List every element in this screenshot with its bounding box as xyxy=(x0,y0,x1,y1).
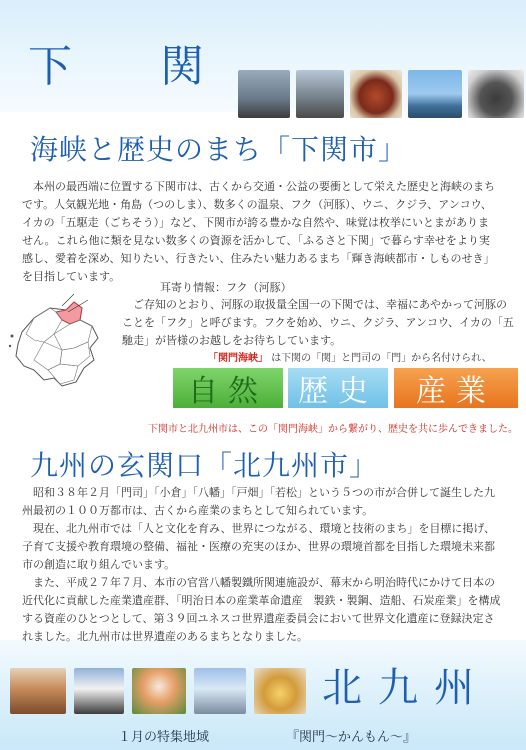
section1-line: せん。これら他に類を見ない数多くの資源を活かして、「ふるさと下関」で暮らす幸せをより実 xyxy=(22,234,490,247)
footer-region: 『関門～かんもん～』 xyxy=(286,730,417,745)
kanmon-text: は下関の「関」と門司の「門」から名付けられ、 xyxy=(271,353,492,364)
section2-line: また、平成２７年７月、本市の官営八幡製鐵所関連施設が、幕末から明治時代にかけて日本の xyxy=(33,576,495,589)
section2-line: 現在、北九州市では「人と文化を育み、世界につながる、環境と技術のまち」を目標に掲げ、 xyxy=(33,522,495,535)
note-text xyxy=(122,296,522,350)
section2-line: する資産のひとつとして、第３９回ユネスコ世界遺産委員会において世界文化遺産に登録決定さ xyxy=(22,612,495,625)
section2-line: 市の創造に取り組んでいます。 xyxy=(22,558,176,571)
industry-box: 産業 xyxy=(394,368,518,408)
statue-photo-icon xyxy=(238,70,290,118)
kyushu-map-icon xyxy=(4,290,112,390)
section2-line: 近代化に貢献した産業遺産群、「明治日本の産業革命遺産 製鉄・製鋼、造船、石炭産業」を構成 xyxy=(22,594,501,607)
section2-text xyxy=(22,484,522,646)
section1-line: 感し、愛着を深め、知りたい、行きたい、住みたい魅力あるまち「輝き海峡都市・しものせき」 xyxy=(22,252,495,265)
note-line: 馳走」が皆様のお越しをお待ちしています。 xyxy=(122,334,342,347)
note-title: 耳寄り情報：フク（河豚） xyxy=(160,281,292,294)
section1-line: 本州の最西端に位置する下関市は、古くから交通・公益の要衝として栄えた歴史と海峡のまち xyxy=(33,180,495,193)
history-box: 歴史 xyxy=(288,368,388,408)
samurai-statue-photo-icon xyxy=(296,70,344,118)
footer-label: １月の特集地域 xyxy=(118,730,210,745)
fugu-dish-photo-icon xyxy=(350,70,402,118)
note-line: ことを「フク」と呼びます。フクを始め、ウニ、クジラ、アンコウ、イカの「五 xyxy=(122,316,514,329)
food-photo-icon xyxy=(132,668,186,714)
bridge-photo-icon xyxy=(408,70,462,118)
kanmon-term: 「関門海峡」 xyxy=(208,353,268,364)
dessert-photo-icon xyxy=(254,668,306,714)
top-photo-strip xyxy=(238,70,524,118)
section1-text xyxy=(22,178,522,286)
section2-line: 州最初の１００万都市は、古くから産業のまちとして知られています。 xyxy=(22,504,374,517)
section1-line: です。人気観光地・角島（つのしま）、数多くの温泉、フク（河豚）、ウニ、クジラ、アンコウ、 xyxy=(22,198,492,211)
section1-line: を目指しています。 xyxy=(22,270,121,283)
kanmon-intro xyxy=(208,349,492,364)
building-photo-icon xyxy=(194,668,246,714)
section2-line: 昭和３８年２月「門司」「小倉」「八幡」「戸畑」「若松」という５つの市が合併して誕生した九 xyxy=(33,486,495,499)
station-photo-icon xyxy=(10,668,66,714)
note-line: ご存知のとおり、河豚の取扱量全国一の下関では、幸福にあやかって河豚の xyxy=(133,298,507,311)
fugu-fish-photo-icon xyxy=(468,70,524,118)
section1-title: 海峡と歴史のまち「下関市」 xyxy=(30,133,408,166)
bottom-title: 北九州 xyxy=(322,665,490,711)
castle-photo-icon xyxy=(74,668,124,714)
bottom-photo-strip xyxy=(10,668,306,714)
section2-line: 子育て支援や教育環境の整備、福祉・医療の充実のほか、世界の環境首都を目指した環境未来都 xyxy=(22,540,495,553)
section1-line: イカの「五駆走（ごちそう）」など、下関市が誇る豊かな自然や、味覚は枚挙にいとまがありま xyxy=(22,216,489,229)
section2-line: れました。北九州市は世界遺産のあるまちとなりました。 xyxy=(22,630,308,643)
page-title: 下 関 xyxy=(28,41,226,92)
nature-box: 自然 xyxy=(173,368,283,408)
section2-title: 九州の玄関口「北九州市」 xyxy=(30,449,379,482)
kanmon-caption: 下関市と北九州市は、この「関門海峡」から繋がり、歴史を共に歩んできました。 xyxy=(148,424,518,435)
